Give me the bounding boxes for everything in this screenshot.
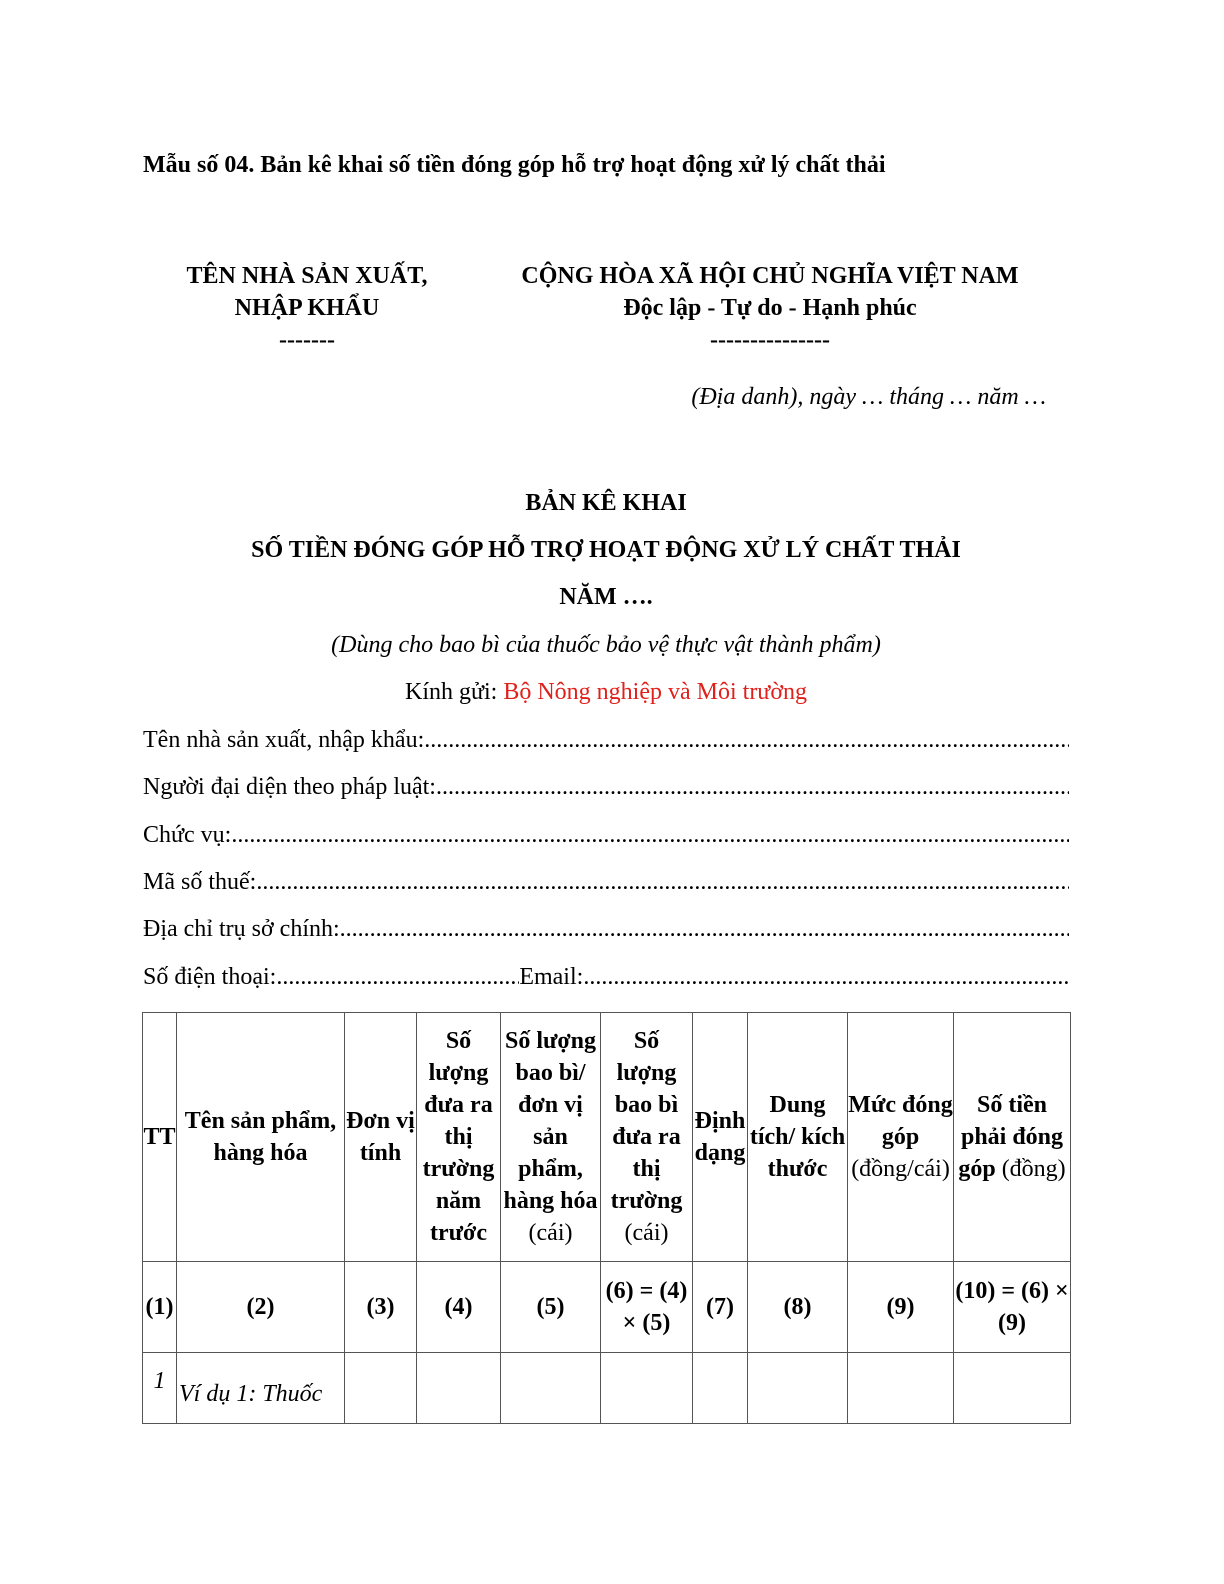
declaration-table (142, 1012, 1071, 1424)
header-packages-on-market-unit: (cái) (624, 1220, 669, 1246)
representative-blank (436, 774, 1069, 801)
row-cell (748, 1353, 848, 1424)
document-title: BẢN KÊ KHAI (525, 490, 687, 516)
tax-code-blank (256, 869, 1069, 896)
row-cell (345, 1353, 417, 1424)
header-unit: Đơn vị tính (345, 1013, 417, 1262)
header-amount-payable-unit: (đồng) (995, 1156, 1066, 1182)
header-packages-per-unit-bold: Số lượng bao bì/ đơn vị sản phẩm, hàng hóa (503, 1028, 598, 1214)
national-motto: Độc lập - Tự do - Hạnh phúc (623, 295, 917, 321)
header-packages-on-market (601, 1013, 693, 1262)
producer-field (143, 727, 1069, 754)
recipient-line (143, 679, 1069, 706)
header-tt: TT (143, 1013, 177, 1262)
place-date-line: (Địa danh), ngày … tháng … năm … (691, 384, 1046, 410)
document-year: NĂM …. (559, 584, 653, 610)
row-cell (601, 1353, 693, 1424)
column-number: (10) = (6) × (9) (954, 1262, 1071, 1353)
column-number: (2) (177, 1262, 345, 1353)
issuer-name-line1: TÊN NHÀ SẢN XUẤT, (186, 263, 428, 289)
header-contribution-rate-bold: Mức đóng góp (848, 1092, 953, 1150)
national-title: CỘNG HÒA XÃ HỘI CHỦ NGHĨA VIỆT NAM (521, 263, 1019, 289)
table-header-row (143, 1013, 1071, 1262)
position-field (143, 822, 1069, 849)
producer-blank (424, 727, 1069, 754)
header-packages-on-market-bold: Số lượng bao bì đưa ra thị trường (610, 1028, 683, 1214)
tax-code-label: Mã số thuế: (143, 869, 257, 895)
producer-label: Tên nhà sản xuất, nhập khẩu: (143, 727, 425, 753)
document-scope: (Dùng cho bao bì của thuốc bảo vệ thực vật thành phẩm) (331, 632, 881, 658)
header-packages-per-unit-unit: (cái) (528, 1220, 573, 1246)
row-cell (954, 1353, 1071, 1424)
national-header (490, 260, 1050, 356)
representative-field (143, 774, 1069, 801)
column-number: (1) (143, 1262, 177, 1353)
row-product-name: Ví dụ 1: Thuốc (177, 1353, 345, 1424)
issuer-header (158, 260, 456, 356)
issuer-separator: ------- (279, 327, 335, 353)
header-contribution-rate (848, 1013, 954, 1262)
column-numbering-row (143, 1262, 1071, 1353)
header-contribution-rate-unit: (đồng/cái) (851, 1156, 950, 1182)
address-blank (340, 916, 1069, 943)
row-index: 1 (143, 1353, 177, 1424)
table-row (143, 1353, 1071, 1424)
form-number-title: Mẫu số 04. Bản kê khai số tiền đóng góp hỗ trợ hoạt động xử lý chất thải (143, 152, 886, 178)
column-number: (3) (345, 1262, 417, 1353)
column-number: (8) (748, 1262, 848, 1353)
header-packages-per-unit (501, 1013, 601, 1262)
address-label: Địa chỉ trụ sở chính: (143, 916, 340, 942)
contact-field (143, 964, 1069, 991)
recipient-name: Bộ Nông nghiệp và Môi trường (503, 679, 808, 705)
position-blank (231, 822, 1069, 849)
phone-label: Số điện thoại: (143, 964, 277, 990)
header-amount-payable (954, 1013, 1071, 1262)
document-subject: SỐ TIỀN ĐÓNG GÓP HỖ TRỢ HOẠT ĐỘNG XỬ LÝ CHẤT THẢI (251, 537, 961, 563)
column-number: (9) (848, 1262, 954, 1353)
phone-blank (276, 964, 519, 991)
row-cell (501, 1353, 601, 1424)
header-amount-payable-bold: Số tiền phải đóng góp (958, 1092, 1064, 1182)
email-label: Email: (519, 964, 584, 990)
address-field (143, 916, 1069, 943)
header-capacity-size: Dung tích/ kích thước (748, 1013, 848, 1262)
national-separator: --------------- (710, 327, 830, 353)
email-blank (583, 964, 1069, 991)
row-cell (417, 1353, 501, 1424)
row-cell (693, 1353, 748, 1424)
column-number: (6) = (4) × (5) (601, 1262, 693, 1353)
header-format: Định dạng (693, 1013, 748, 1262)
column-number: (7) (693, 1262, 748, 1353)
position-label: Chức vụ: (143, 822, 232, 848)
header-product-name: Tên sản phẩm, hàng hóa (177, 1013, 345, 1262)
column-number: (4) (417, 1262, 501, 1353)
row-cell (848, 1353, 954, 1424)
recipient-label: Kính gửi: (404, 679, 504, 705)
header-quantity-last-year: Số lượng đưa ra thị trường năm trước (417, 1013, 501, 1262)
tax-code-field (143, 869, 1069, 896)
column-number: (5) (501, 1262, 601, 1353)
issuer-name-line2: NHẬP KHẨU (234, 295, 380, 321)
representative-label: Người đại diện theo pháp luật: (143, 774, 436, 800)
